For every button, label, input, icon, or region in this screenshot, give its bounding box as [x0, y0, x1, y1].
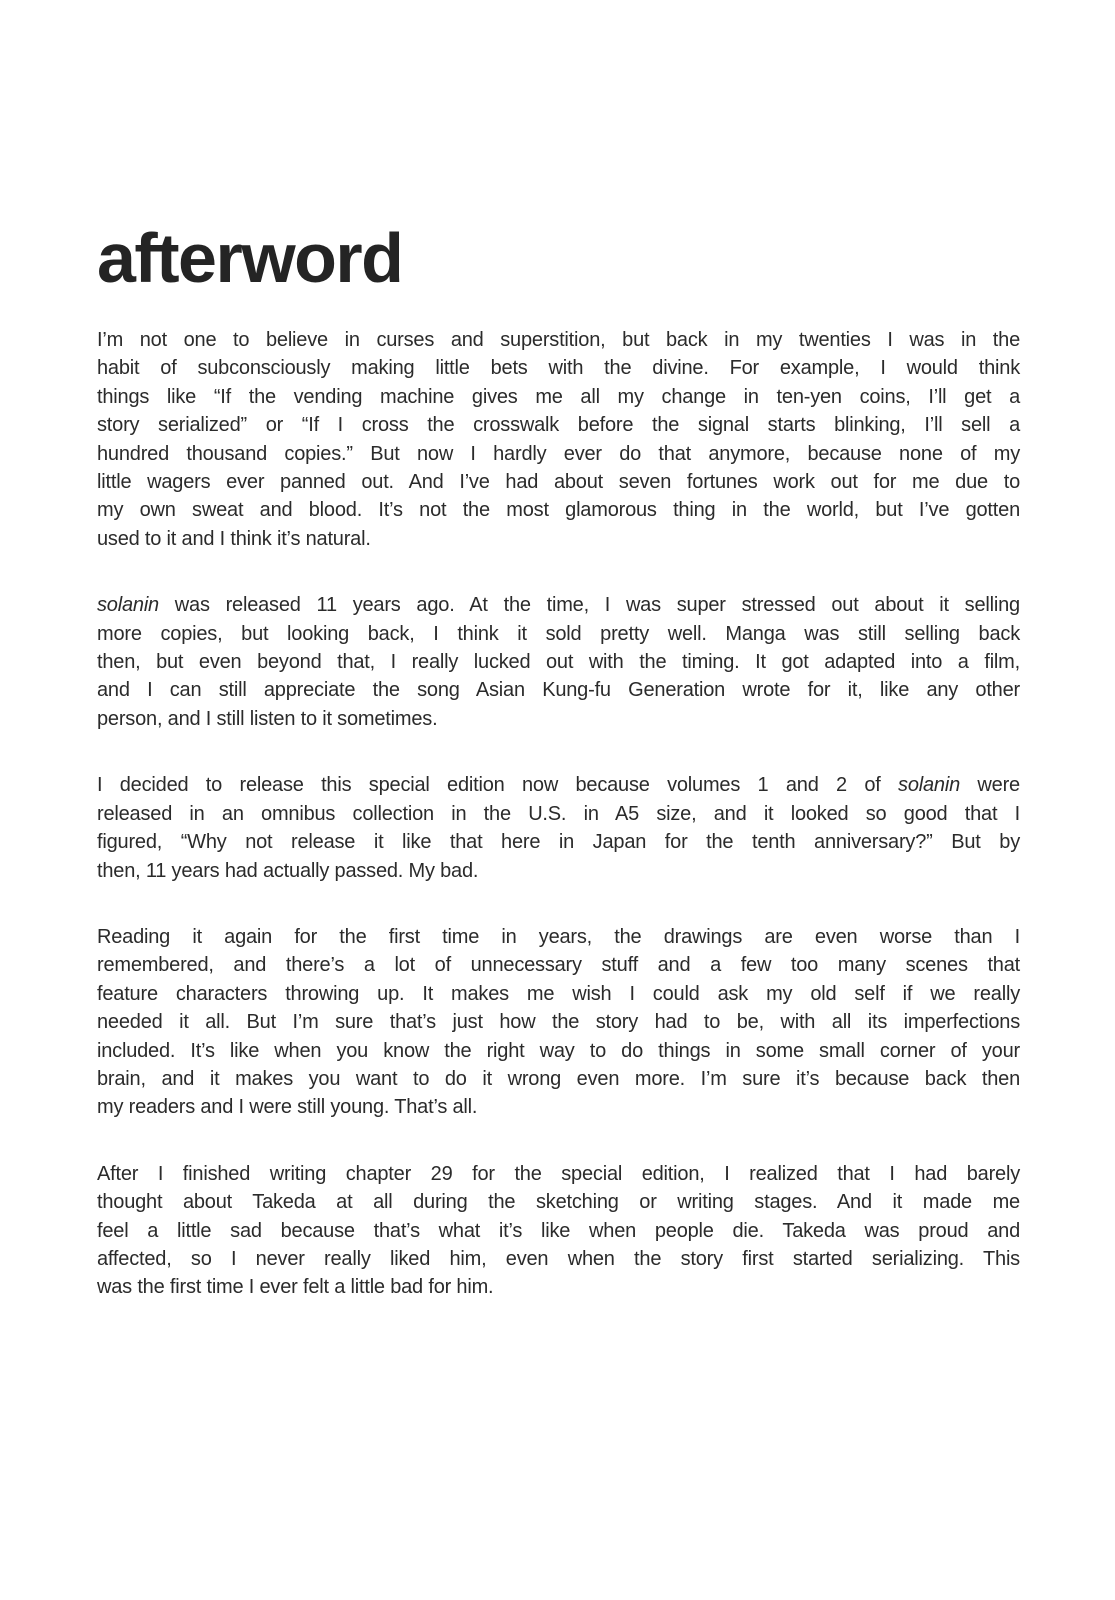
page-title: afterword — [97, 219, 403, 297]
text-line: more copies, but looking back, I think it sold pretty well. Manga was still selling back — [97, 622, 1020, 645]
text-line: person, and I still listen to it sometimes. — [97, 707, 438, 730]
text-line: and I can still appreciate the song Asian Kung-fu Generation wrote for it, like any other — [97, 679, 1020, 702]
text-line: then, 11 years had actually passed. My bad. — [97, 859, 479, 882]
text-line: released in an omnibus collection in the U.S. in A5 size, and it looked so good that I — [97, 802, 1020, 825]
afterword-content — [97, 0, 1020, 1302]
paragraph — [97, 1160, 1020, 1302]
text-line: remembered, and there’s a lot of unnecessary stuff and a few too many scenes that — [97, 954, 1020, 977]
text-line: feel a little sad because that’s what it’s like when people die. Takeda was proud and — [97, 1219, 1020, 1242]
text-line: little wagers ever panned out. And I’ve had about seven fortunes work out for me due to — [97, 471, 1020, 494]
text-line: used to it and I think it’s natural. — [97, 527, 371, 550]
text-line: brain, and it makes you want to do it wrong even more. I’m sure it’s because back then — [97, 1067, 1020, 1090]
text-line: figured, “Why not release it like that here in Japan for the tenth anniversary?” But by — [97, 831, 1020, 854]
text-line: thought about Takeda at all during the sketching or writing stages. And it made me — [97, 1191, 1020, 1214]
text-line: was the first time I ever felt a little bad for him. — [97, 1276, 494, 1299]
text-line: affected, so I never really liked him, even when the story first started serializing. This — [97, 1247, 1020, 1270]
text-line: After I finished writing chapter 29 for the special edition, I realized that I had barely — [97, 1162, 1020, 1185]
paragraph — [97, 771, 1020, 885]
text-line: story serialized” or “If I cross the crosswalk before the signal starts blinking, I’ll sell a — [97, 414, 1020, 437]
text-line: solanin was released 11 years ago. At the time, I was super stressed out about it selling — [97, 594, 1020, 617]
text-line: needed it all. But I’m sure that’s just how the story had to be, with all its imperfections — [97, 1011, 1020, 1034]
text-line: Reading it again for the first time in years, the drawings are even worse than I — [97, 925, 1020, 948]
text-line: I decided to release this special edition now because volumes 1 and 2 of solanin were — [97, 774, 1020, 797]
text-line: hundred thousand copies.” But now I hardly ever do that anymore, because none of my — [97, 442, 1020, 465]
paragraph — [97, 591, 1020, 733]
text-line: my readers and I were still young. That’s all. — [97, 1096, 478, 1119]
paragraph — [97, 923, 1020, 1122]
text-line: feature characters throwing up. It makes me wish I could ask my old self if we really — [97, 982, 1020, 1005]
text-line: habit of subconsciously making little bets with the divine. For example, I would think — [97, 357, 1020, 380]
text-line: things like “If the vending machine gives me all my change in ten-yen coins, I’ll get a — [97, 385, 1020, 408]
paragraph — [97, 326, 1020, 553]
text-line: then, but even beyond that, I really lucked out with the timing. It got adapted into a film, — [97, 651, 1020, 674]
text-line: my own sweat and blood. It’s not the most glamorous thing in the world, but I’ve gotten — [97, 499, 1020, 522]
text-line: included. It’s like when you know the right way to do things in some small corner of your — [97, 1039, 1020, 1062]
afterword-body — [97, 326, 1020, 1302]
text-line: I’m not one to believe in curses and superstition, but back in my twenties I was in the — [97, 329, 1020, 351]
